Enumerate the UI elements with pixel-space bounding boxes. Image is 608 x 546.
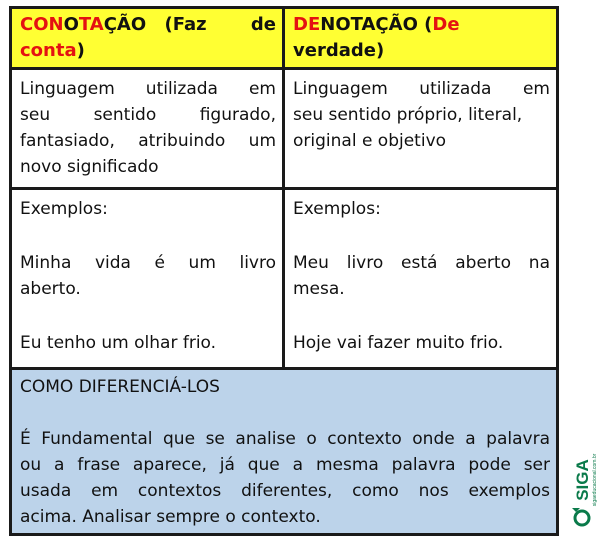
how-to-differentiate [12,370,556,533]
comparison-table [9,6,559,536]
definition-left-line-3: fantasiado, atribuindo um [20,131,276,151]
definition-conotacao [12,70,282,187]
examples-left-ex1-line1: Minha vida é um livro [20,253,276,273]
header-conotacao-red-2: TA [78,14,104,35]
definition-left-line-2: seu sentido figurado, [20,105,276,125]
examples-left-heading: Exemplos: [20,199,108,219]
how-to-line-3: usada em contextos diferentes, como nos exemplos [20,481,550,501]
definition-left-line-4: novo significado [20,157,159,177]
definition-left-line-1: Linguagem utilizada em [20,79,276,99]
header-conotacao-paren-close: ) [76,40,85,61]
how-to-heading: COMO DIFERENCIÁ-LOS [20,377,220,397]
header-conotacao-paren: (Faz de [164,14,276,35]
divider-examples [12,367,556,370]
how-to-line-4: acima. Analisar sempre o contexto. [20,507,321,527]
divider-definition [12,187,556,190]
header-denotacao-black-1: NOTAÇÃO ( [320,14,433,35]
header-denotacao-black-2: verdade) [293,40,385,61]
examples-denotacao [285,190,556,367]
siga-logo [567,436,601,528]
header-conotacao-black-2: ÇÃO [103,14,147,35]
examples-right-ex2: Hoje vai fazer muito frio. [293,333,504,353]
divider-header [12,67,556,70]
header-conotacao [12,9,282,67]
header-conotacao-black-1: O [63,14,79,35]
header-denotacao [285,9,556,67]
header-conotacao-red-1: CON [20,14,64,35]
siga-logo-text: SIGA [573,459,592,501]
header-denotacao-red-2: De [432,14,460,35]
examples-right-heading: Exemplos: [293,199,381,219]
examples-right-ex1-line2: mesa. [293,279,345,299]
definition-right-line-3: original e objetivo [293,131,447,151]
how-to-line-2: ou a frase aparece, já que a mesma palavra pode ser [20,455,550,475]
examples-left-ex2: Eu tenho um olhar frio. [20,333,217,353]
examples-left-ex1-line2: aberto. [20,279,81,299]
examples-conotacao [12,190,282,367]
definition-right-line-1: Linguagem utilizada em [293,79,550,99]
how-to-line-1: É Fundamental que se analise o contexto onde a palavra [20,429,550,449]
header-denotacao-red-1: DE [293,14,321,35]
siga-logo-subtext: sigaeducacional.com.br [592,453,598,507]
header-conotacao-red-word: conta [20,40,77,61]
definition-right-line-2: seu sentido próprio, literal, [293,105,523,125]
definition-denotacao [285,70,556,187]
examples-right-ex1-line1: Meu livro está aberto na [293,253,550,273]
